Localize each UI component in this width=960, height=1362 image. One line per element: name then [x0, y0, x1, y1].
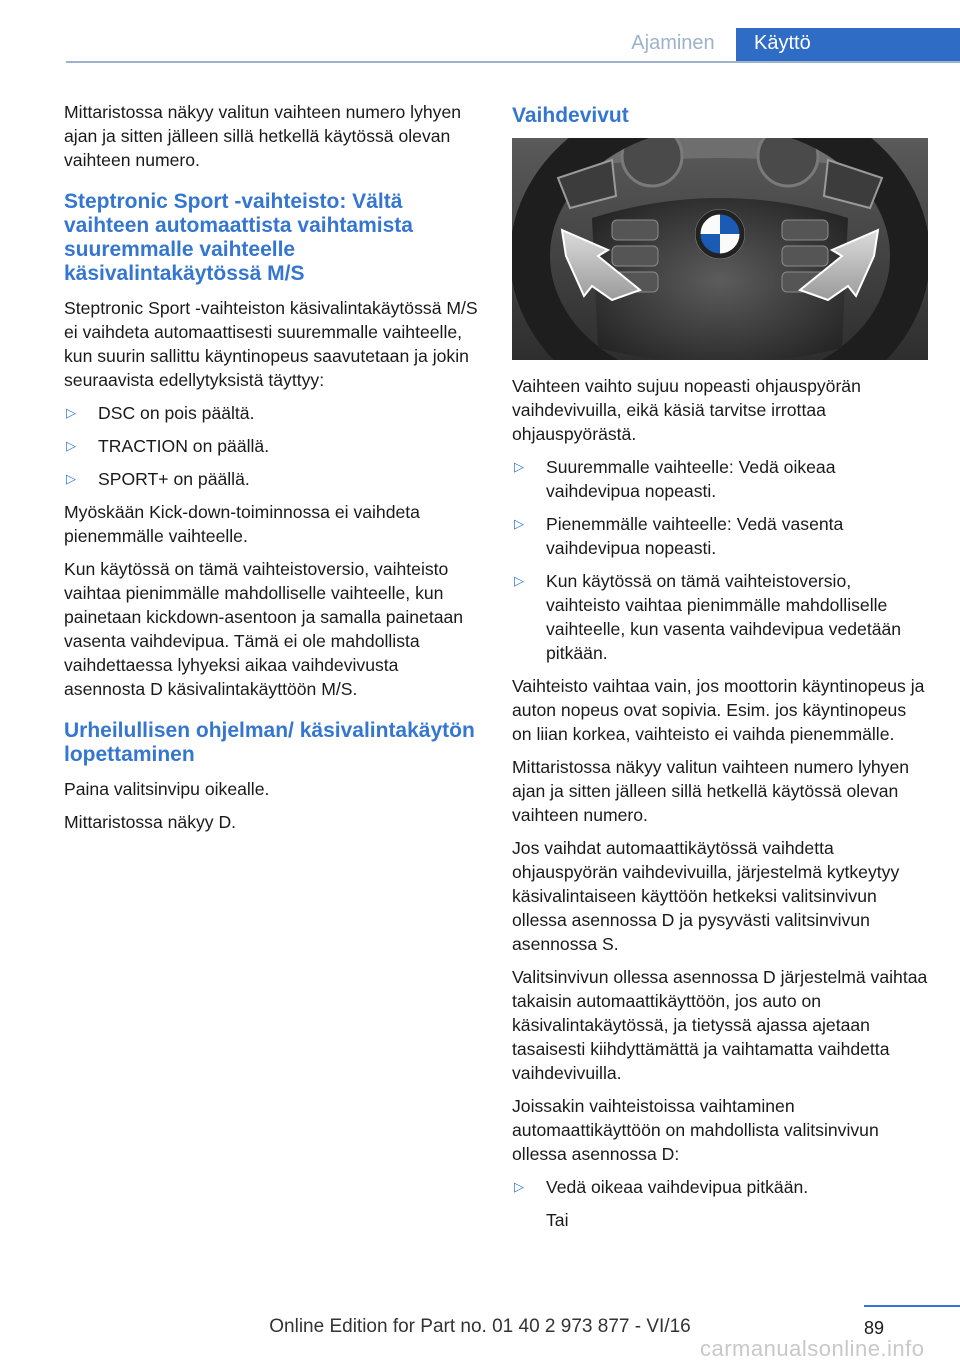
- left-column: [64, 100, 480, 843]
- or-text: Tai: [546, 1210, 569, 1230]
- gear-display-paragraph: Mittaristossa näkyy valitun vaihteen numero lyhyen ajan ja sitten jälleen sillä hetkellä käytössä olevan vaihteen numero.: [512, 757, 910, 825]
- long-pull-list: [512, 1175, 928, 1199]
- edition-text: Online Edition for Part no. 01 40 2 973 877 - VI/16: [269, 1316, 691, 1337]
- steptronic-heading: Steptronic Sport -vaihteisto: Vältä vaihteen automaattista vaihtamista suuremmalle vaihteelle käsivalintakäytössä M/S: [64, 190, 413, 285]
- watermark-text: carmanualsonline.info: [700, 1336, 925, 1361]
- steering-wheel-paddles-image: [512, 138, 928, 360]
- kickdown-paragraph: Myöskään Kick-down-toiminnossa ei vaihdeta pienemmälle vaihteelle.: [64, 502, 420, 546]
- list-item: ▷ SPORT+ on päällä.: [66, 469, 250, 489]
- header-divider: [66, 61, 960, 63]
- footer-divider: [864, 1305, 960, 1307]
- bullet-triangle-icon: ▷: [66, 405, 76, 420]
- bullet-triangle-icon: ▷: [514, 516, 524, 531]
- rpm-condition-paragraph: Vaihteisto vaihtaa vain, jos moottorin käyntinopeus ja auton nopeus ovat sopivia. Esim. jos käyntinopeus on liian korkea, vaihteisto ei vaihda pienemmälle.: [512, 676, 925, 744]
- page-number: 89: [864, 1318, 885, 1338]
- header-subsection-tab[interactable]: Käyttö: [736, 28, 960, 62]
- bullet-triangle-icon: ▷: [66, 438, 76, 453]
- list-item: ▷ Suuremmalle vaihteelle: Vedä oikeaa vaihdevipua nopeasti.: [514, 457, 836, 501]
- right-column: [512, 100, 928, 1241]
- list-item: ▷ Pienemmälle vaihteelle: Vedä vasenta vaihdevipua nopeasti.: [514, 514, 844, 558]
- bullet-triangle-icon: ▷: [514, 1179, 524, 1194]
- left-intro-paragraph: Mittaristossa näkyy valitun vaihteen numero lyhyen ajan ja sitten jälleen sillä hetkellä käytössä olevan vaihteen numero.: [64, 102, 462, 170]
- sport-program-heading: Urheilullisen ohjelman/ käsivalintakäytön lopettaminen: [64, 719, 475, 766]
- bullet-triangle-icon: ▷: [514, 573, 524, 588]
- paddle-actions-list: [512, 455, 928, 665]
- bullet-triangle-icon: ▷: [514, 459, 524, 474]
- paddles-intro-paragraph: Vaihteen vaihto sujuu nopeasti ohjauspyörän vaihdevivuilla, eikä käsiä tarvitse irrottaa ohjauspyörästä.: [512, 376, 861, 444]
- list-item: ▷ Vedä oikeaa vaihdevipua pitkään.: [514, 1177, 809, 1197]
- return-auto-paragraph: Valitsinvivun ollessa asennossa D järjestelmä vaihtaa takaisin automaattikäyttöön, jos auto on käsivalintakäytössä, ja tietyssä ajassa ajetaan tasaisesti kiihdyttämättä ja vaihtamatta vaihdetta vaihdevivuilla.: [512, 967, 928, 1083]
- header-section-tab[interactable]: Ajaminen: [631, 32, 715, 54]
- steptronic-paragraph: Steptronic Sport -vaihteiston käsivalintakäytössä M/S ei vaihdeta automaattisesti suuremmalle vaihteelle, kun suurin sallittu käyntinopeus saavutetaan ja jokin seuraavista edellytyksistä täyttyy:: [64, 298, 478, 390]
- list-item: ▷ DSC on pois päältä.: [66, 403, 255, 423]
- some-transmissions-paragraph: Joissakin vaihteistoissa vaihtaminen automaattikäyttöön on mahdollista valitsinvivun ollessa asennossa D:: [512, 1096, 879, 1164]
- page-header: [0, 0, 960, 62]
- version-paragraph: Kun käytössä on tämä vaihteistoversio, vaihteisto vaihtaa pienimmälle mahdolliselle vaihteelle, kun painetaan kickdown-asentoon ja samalla painetaan vasenta vaihdevipua. Tämä ei ole mahdollista vaihdettaessa lyhyeksi aikaa vaihdevivusta asennosta D käsivalintakäyttöön M/S.: [64, 559, 464, 699]
- auto-mode-paragraph: Jos vaihdat automaattikäytössä vaihdetta ohjauspyörän vaihdevivuilla, järjestelmä kytkeytyy käsivalintaiseen käyttöön hetkeksi valitsinvivun ollessa asennossa D ja pysyvästi valitsinvivun asennossa S.: [512, 838, 900, 954]
- shift-paddles-heading: Vaihdevivut: [512, 104, 629, 127]
- conditions-list: [64, 401, 480, 491]
- press-selector-paragraph: Paina valitsinvipu oikealle.: [64, 779, 270, 799]
- list-item: ▷ TRACTION on päällä.: [66, 436, 270, 456]
- list-item: ▷ Kun käytössä on tämä vaihteistoversio, vaihteisto vaihtaa pienimmälle mahdolliselle vaihteelle, kun vasenta vaihdevipua vedetään pitkään.: [514, 571, 902, 663]
- bullet-triangle-icon: ▷: [66, 471, 76, 486]
- display-d-paragraph: Mittaristossa näkyy D.: [64, 812, 237, 832]
